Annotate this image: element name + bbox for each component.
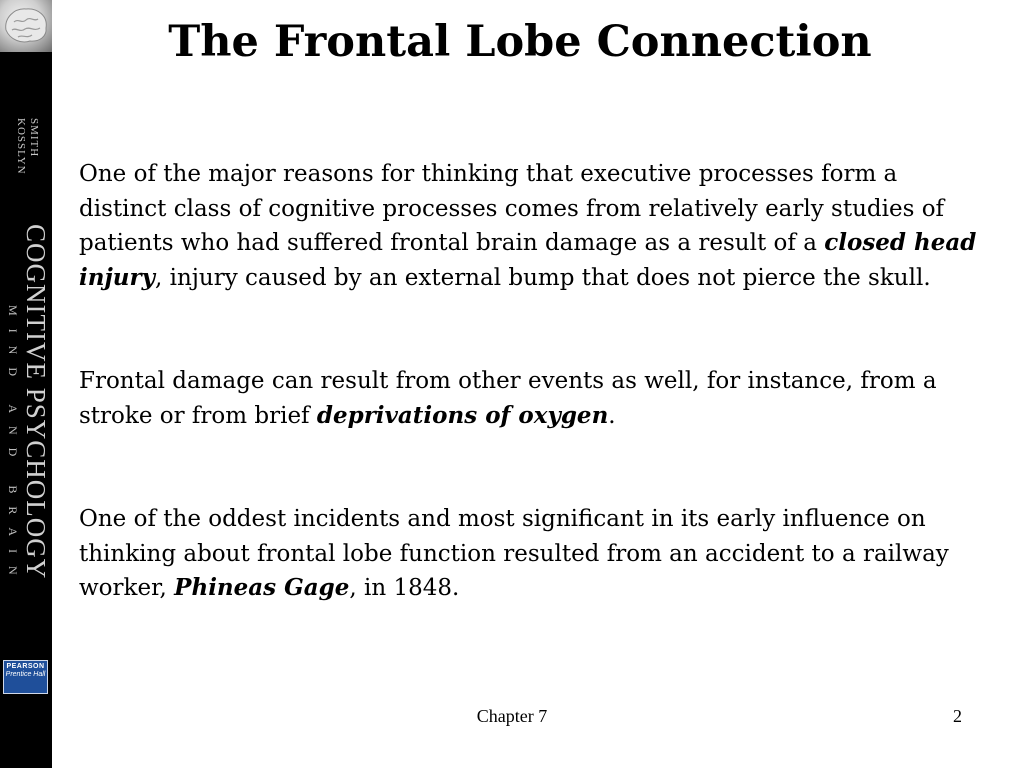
slide-body	[79, 157, 979, 606]
author-smith: SMITH	[28, 118, 40, 158]
author-kosslyn: KOSSLYN	[15, 118, 27, 175]
page-number: 2	[953, 706, 962, 726]
paragraph-oxygen-deprivation	[79, 364, 979, 433]
paragraph-phineas-gage	[79, 502, 979, 606]
paragraph-text: Frontal damage can result from other events as well, for instance, from a stroke or from brief	[79, 368, 937, 429]
book-subtitle: MIND AND BRAIN	[6, 305, 20, 588]
publisher-imprint: Prentice Hall	[5, 671, 46, 678]
paragraph-text: , injury caused by an external bump that does not pierce the skull.	[155, 264, 931, 291]
book-sidebar	[0, 0, 52, 768]
term-closed-head-injury: closed head injury	[79, 229, 977, 291]
book-authors	[14, 118, 40, 175]
term-deprivations-of-oxygen: deprivations of oxygen	[316, 401, 609, 429]
paragraph-text: One of the oddest incidents and most significant in its early influence on thinking about frontal lobe function resulted from an accident to a railway worker,	[79, 506, 949, 601]
publisher-logo	[3, 660, 48, 694]
paragraph-text: One of the major reasons for thinking that executive processes form a distinct class of cognitive processes comes from relatively early studies of patients who had suffered frontal brain damage as a result of a	[79, 161, 945, 256]
paragraph-text: .	[608, 402, 616, 429]
brain-image	[0, 0, 52, 52]
footer-chapter: Chapter 7	[476, 706, 548, 726]
brain-icon	[0, 0, 52, 52]
book-title: COGNITIVE PSYCHOLOGY	[21, 224, 51, 580]
paragraph-closed-head-injury	[79, 157, 979, 295]
paragraph-text: , in 1848.	[349, 575, 460, 601]
slide-title: The Frontal Lobe Connection	[168, 17, 872, 67]
term-phineas-gage: Phineas Gage	[174, 574, 350, 601]
publisher-name: PEARSON	[6, 663, 45, 670]
